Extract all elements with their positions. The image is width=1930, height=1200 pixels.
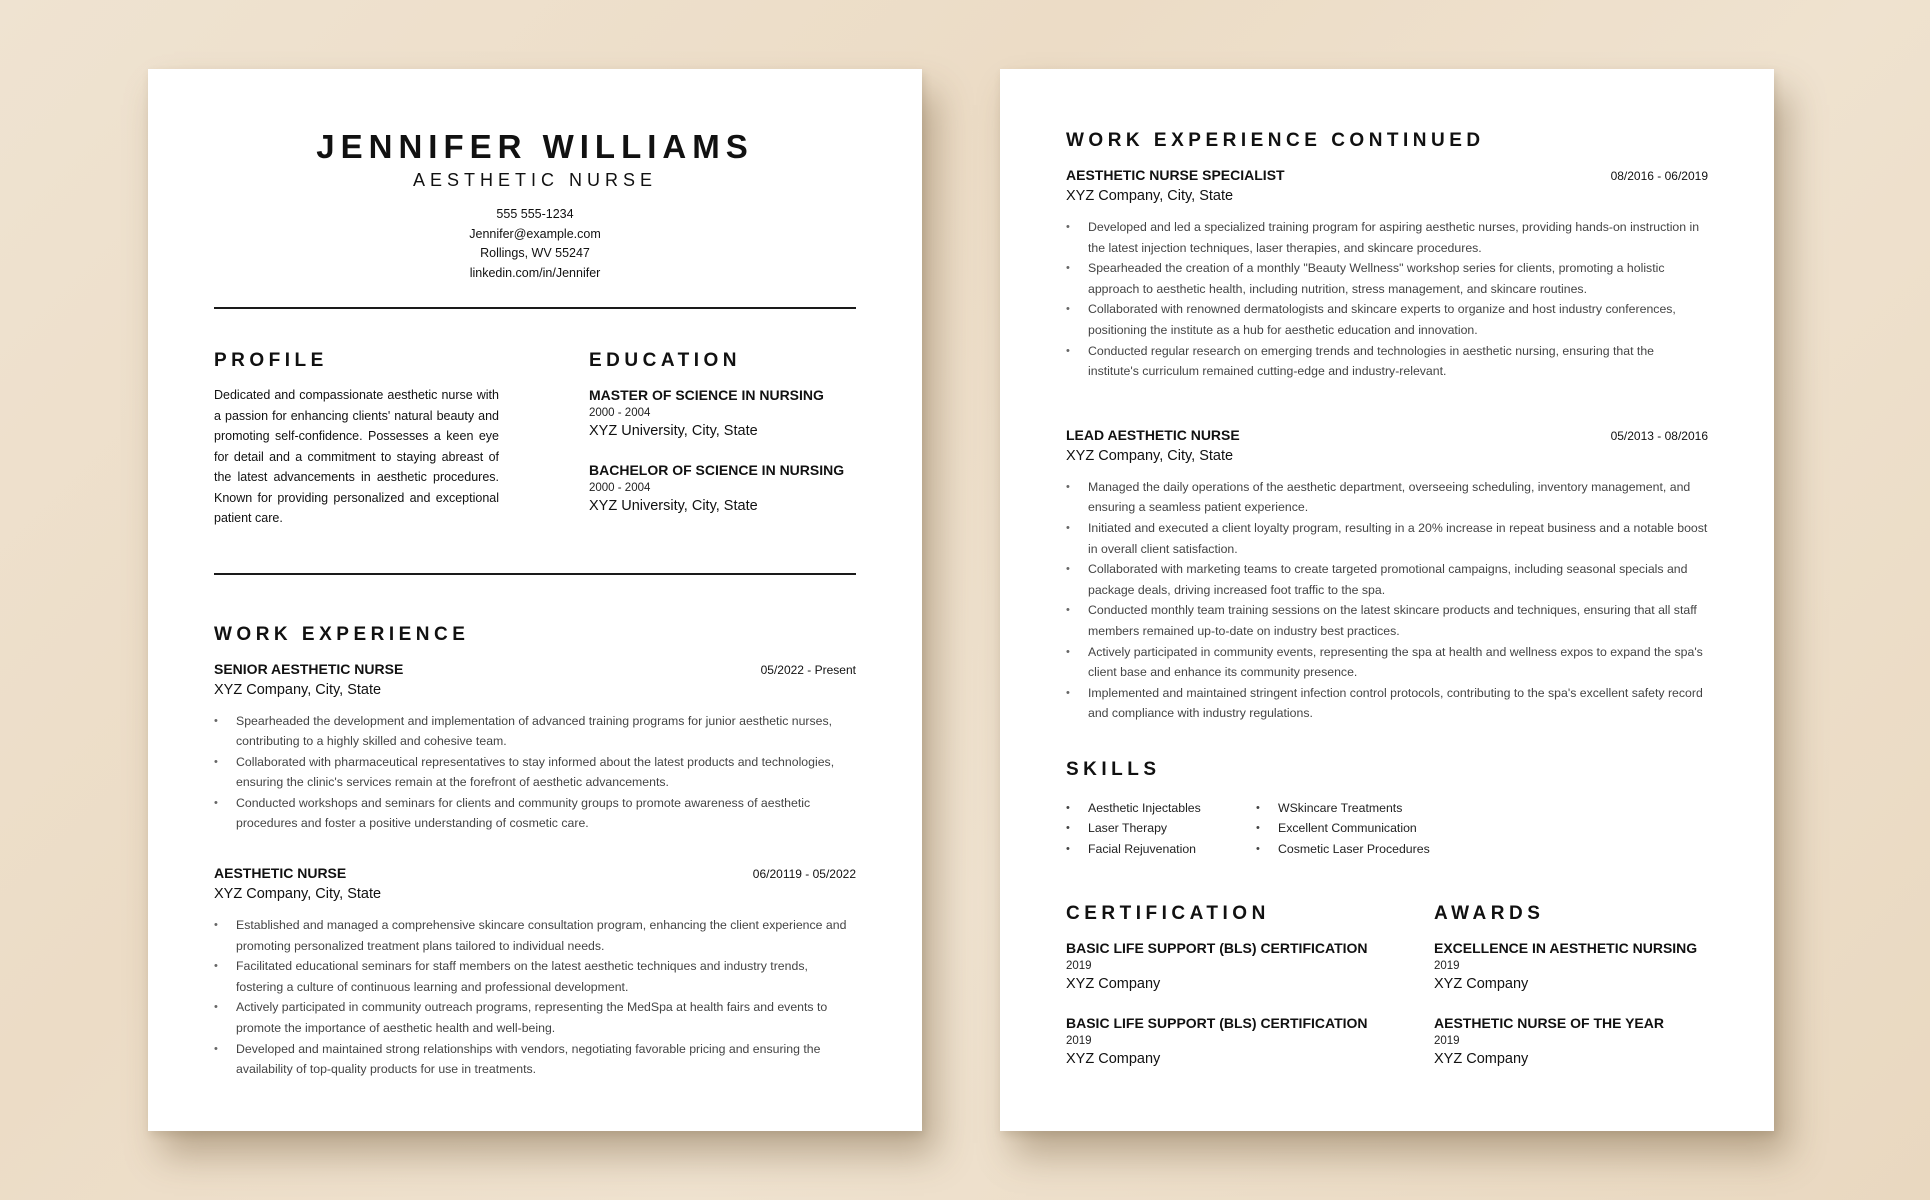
skill-item: • WSkincare Treatments xyxy=(1256,798,1446,819)
job-bullet: • Developed and maintained strong relationships with vendors, negotiating favorable pricing and ensuring the availability of top-quality products for use in treatments. xyxy=(214,1039,856,1080)
skills-list xyxy=(1066,798,1708,860)
skill-item: • Excellent Communication xyxy=(1256,818,1446,839)
divider-top xyxy=(214,307,856,309)
job-entry xyxy=(214,863,856,1080)
job-bullet: • Conducted regular research on emerging trends and technologies in aesthetic nursing, ensuring that the institute's curriculum remained cutting-edge and industry-relevant. xyxy=(1066,341,1708,382)
job-company: XYZ Company, City, State xyxy=(214,681,382,698)
profile-text: Dedicated and compassionate aesthetic nurse with a passion for enhancing clients' natural beauty and promoting self-confidence. Possesses a keen eye for detail and a commitment to staying abreast of the latest advancements in aesthetic procedures. Known for providing personalized and exceptional patient care. xyxy=(214,388,499,525)
job-bullets xyxy=(214,915,856,1080)
job-bullet: • Actively participated in community outreach programs, representing the MedSpa at health fairs and events to promote the importance of aesthetic health and well-being. xyxy=(214,997,856,1038)
job-bullet: • Actively participated in community events, representing the spa at health and wellness expos to expand the spa's client base and enhance its community presence. xyxy=(1066,642,1708,683)
award-name: EXCELLENCE IN AESTHETIC NURSING xyxy=(1434,939,1698,956)
awards-list xyxy=(1434,938,1708,1070)
job-bullet: • Facilitated educational seminars for staff members on the latest aesthetic techniques and industry trends, fostering a culture of continuous learning and professional development. xyxy=(214,956,856,997)
candidate-name: JENNIFER WILLIAMS xyxy=(316,128,754,165)
contact-phone: 555 555-1234 xyxy=(496,207,574,221)
certification-list xyxy=(1066,938,1434,1070)
job-title: AESTHETIC NURSE xyxy=(214,865,347,882)
job-bullet: • Spearheaded the creation of a monthly "Beauty Wellness" workshop series for clients, promoting a holistic approach to aesthetic health, including nutrition, stress management, and skincare routines. xyxy=(1066,258,1708,299)
certification-item xyxy=(1066,1013,1434,1070)
education-heading: EDUCATION xyxy=(589,350,742,371)
job-dates: 05/2022 - Present xyxy=(760,662,856,677)
certification-heading: CERTIFICATION xyxy=(1066,902,1270,924)
skill-item: • Aesthetic Injectables xyxy=(1066,798,1256,819)
job-bullet: • Collaborated with renowned dermatologists and skincare experts to organize and host industry conferences, positioning the institute as a hub for aesthetic education and innovation. xyxy=(1066,299,1708,340)
award-name: AESTHETIC NURSE OF THE YEAR xyxy=(1434,1014,1664,1031)
job-bullet: • Spearheaded the development and implementation of advanced training programs for junior aesthetic nurses, contributing to a highly skilled and cohesive team. xyxy=(214,711,856,752)
education-section xyxy=(589,349,856,529)
award-year: 2019 xyxy=(1434,1034,1460,1047)
education-list xyxy=(589,385,856,517)
award-year: 2019 xyxy=(1434,959,1460,972)
certification-section xyxy=(1066,902,1434,1070)
education-degree: BACHELOR OF SCIENCE IN NURSING xyxy=(589,462,845,478)
job-bullet: • Initiated and executed a client loyalty program, resulting in a 20% increase in repeat business and a notable boost in overall client satisfaction. xyxy=(1066,518,1708,559)
job-header xyxy=(1066,165,1708,186)
job-title: SENIOR AESTHETIC NURSE xyxy=(214,660,404,677)
job-bullet: • Conducted workshops and seminars for clients and community groups to promote awareness of aesthetic procedures and foster a positive understanding of cosmetic care. xyxy=(214,793,856,834)
skills-column xyxy=(1256,798,1446,860)
certification-name: BASIC LIFE SUPPORT (BLS) CERTIFICATION xyxy=(1066,1014,1368,1031)
certification-org: XYZ Company xyxy=(1066,1050,1161,1067)
job-dates: 08/2016 - 06/2019 xyxy=(1610,169,1708,183)
job-title: LEAD AESTHETIC NURSE xyxy=(1066,426,1240,443)
education-item xyxy=(589,385,856,442)
contact-block xyxy=(214,205,856,283)
job-header xyxy=(214,659,856,680)
education-degree: MASTER OF SCIENCE IN NURSING xyxy=(589,387,824,403)
job-company: XYZ Company, City, State xyxy=(1066,188,1234,204)
job-dates: 05/2013 - 08/2016 xyxy=(1610,428,1708,443)
job-company: XYZ Company, City, State xyxy=(214,886,382,903)
certification-org: XYZ Company xyxy=(1066,975,1161,992)
job-bullet: • Implemented and maintained stringent infection control protocols, contributing to the spa's excellent safety record and compliance with industry regulations. xyxy=(1066,683,1708,724)
job-bullet: • Developed and led a specialized training program for aspiring aesthetic nurses, providing hands-on instruction in the latest injection techniques, laser therapies, and skincare procedures. xyxy=(1066,217,1708,258)
work-continued-heading: WORK EXPERIENCE CONTINUED xyxy=(1066,130,1485,151)
education-years: 2000 - 2004 xyxy=(589,407,651,419)
resume-page-2 xyxy=(1000,69,1774,1131)
certification-awards-row xyxy=(1066,902,1708,1070)
job-bullet: • Conducted monthly team training sessions on the latest skincare products and techniques, ensuring that all staff members remained up-to-date on industry best practices. xyxy=(1066,600,1708,641)
divider-middle xyxy=(214,573,856,575)
job-entry xyxy=(1066,165,1708,382)
awards-section xyxy=(1434,902,1708,1070)
award-item xyxy=(1434,938,1708,995)
job-bullet: • Established and managed a comprehensive skincare consultation program, enhancing the client experience and promoting personalized treatment plans tailored to individual needs. xyxy=(214,915,856,956)
job-company: XYZ Company, City, State xyxy=(1066,447,1234,464)
education-school: XYZ University, City, State xyxy=(589,498,758,514)
job-bullet: • Collaborated with marketing teams to create targeted promotional campaigns, including seasonal specials and package deals, driving increased foot traffic to the spa. xyxy=(1066,559,1708,600)
job-bullet: • Collaborated with pharmaceutical representatives to stay informed about the latest products and technologies, ensuring the clinic's services remain at the forefront of aesthetic advancements. xyxy=(214,752,856,793)
contact-email: Jennifer@example.com xyxy=(469,226,601,241)
job-bullet: • Managed the daily operations of the aesthetic department, overseeing scheduling, inventory management, and ensuring a seamless patient experience. xyxy=(1066,477,1708,518)
profile-section xyxy=(214,349,499,529)
award-org: XYZ Company xyxy=(1434,1050,1529,1067)
profile-education-row xyxy=(214,349,856,529)
certification-item xyxy=(1066,938,1434,995)
certification-name: BASIC LIFE SUPPORT (BLS) CERTIFICATION xyxy=(1066,939,1368,956)
contact-linkedin: linkedin.com/in/Jennifer xyxy=(469,265,601,280)
skills-heading: SKILLS xyxy=(1066,758,1161,780)
job-header xyxy=(214,863,856,884)
contact-address: Rollings, WV 55247 xyxy=(480,246,590,260)
job-entry xyxy=(1066,425,1708,724)
job-dates: 06/20119 - 05/2022 xyxy=(752,867,856,882)
job-header xyxy=(1066,425,1708,446)
job-bullets xyxy=(1066,477,1708,724)
job-entry xyxy=(214,659,856,835)
job-bullets xyxy=(214,711,856,835)
education-school: XYZ University, City, State xyxy=(589,423,758,439)
profile-heading: PROFILE xyxy=(214,350,328,371)
skill-item: • Facial Rejuvenation xyxy=(1066,839,1256,860)
skill-item: • Cosmetic Laser Procedures xyxy=(1256,839,1446,860)
candidate-role: AESTHETIC NURSE xyxy=(412,170,658,190)
certification-year: 2019 xyxy=(1066,959,1092,972)
job-bullets xyxy=(1066,217,1708,382)
education-item xyxy=(589,460,856,517)
awards-heading: AWARDS xyxy=(1434,902,1545,924)
job-title: AESTHETIC NURSE SPECIALIST xyxy=(1066,167,1285,183)
award-item xyxy=(1434,1013,1708,1070)
certification-year: 2019 xyxy=(1066,1034,1092,1047)
work-heading: WORK EXPERIENCE xyxy=(214,623,470,645)
award-org: XYZ Company xyxy=(1434,975,1529,992)
resume-page-1 xyxy=(148,69,922,1131)
education-years: 2000 - 2004 xyxy=(589,482,651,494)
skill-item: • Laser Therapy xyxy=(1066,818,1256,839)
skills-column xyxy=(1066,798,1256,860)
